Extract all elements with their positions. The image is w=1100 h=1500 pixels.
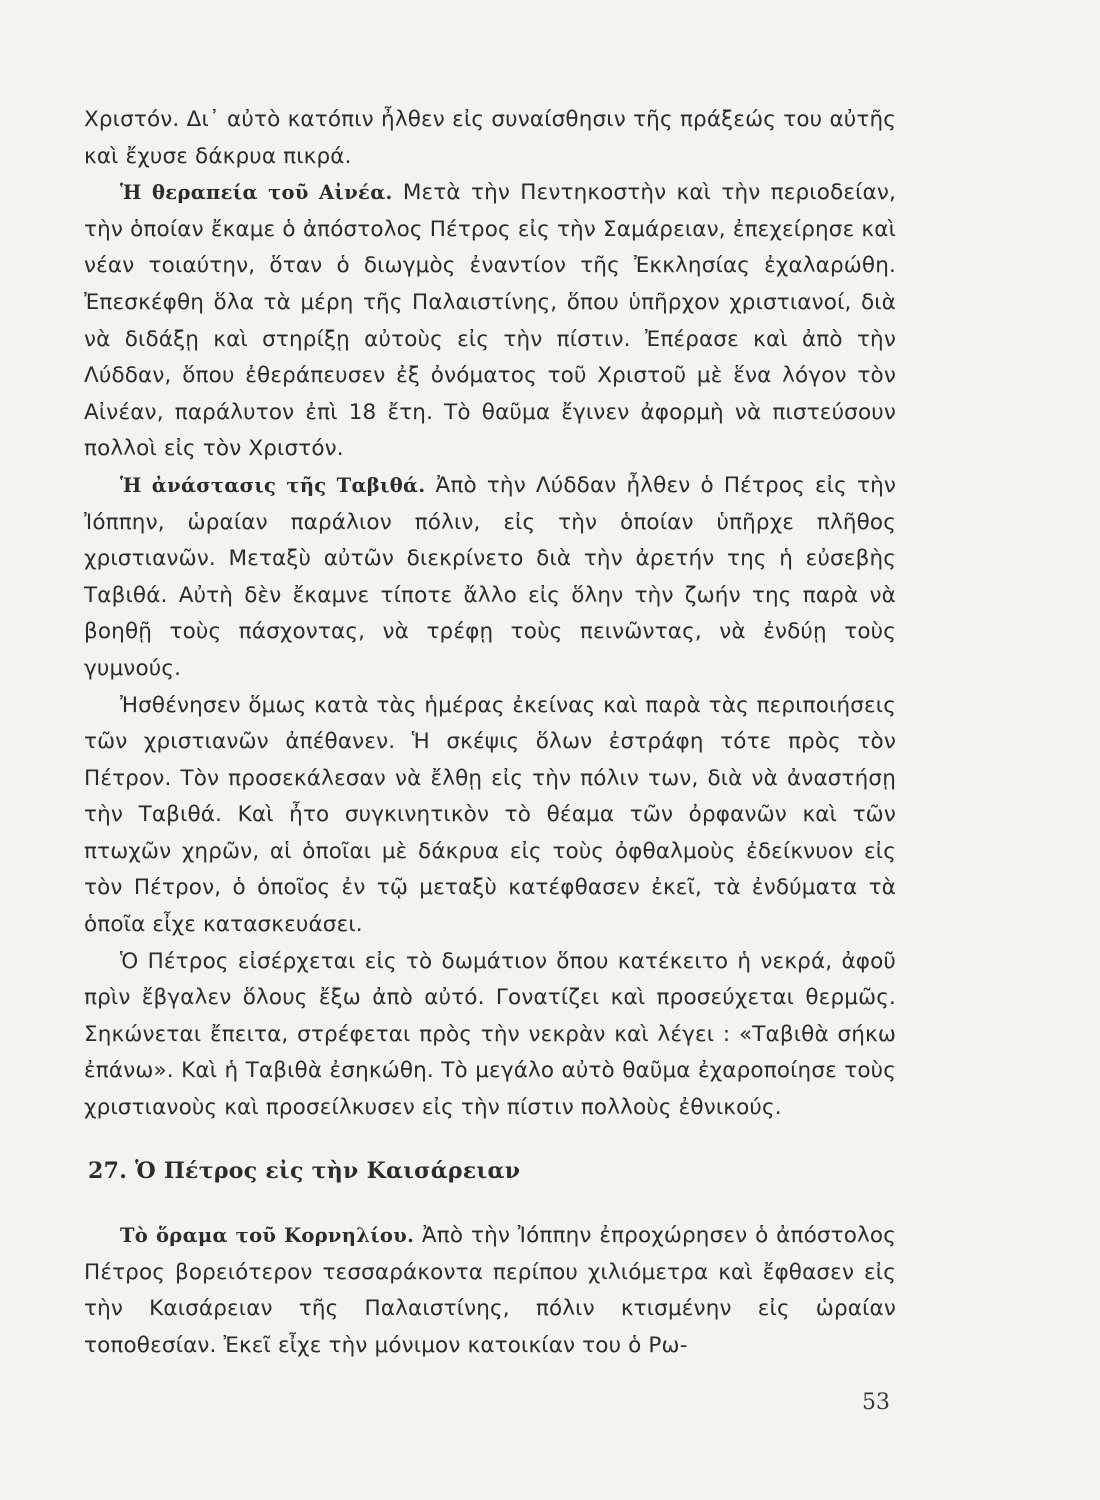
paragraph-resurrection-tabitha	[84, 468, 896, 688]
paragraph-continuation	[84, 102, 896, 175]
paragraph-text: Χριστόν. Δι᾽ αὐτὸ κατόπιν ἦλθεν εἰς συναίσθησιν τῆς πράξεώς του αὐτῆς καὶ ἔχυσε δάκρυα πικρά.	[84, 107, 896, 169]
paragraph-healing-aeneas	[84, 175, 896, 468]
section-body-text	[84, 1218, 896, 1364]
paragraph-cornelius-vision	[84, 1218, 896, 1364]
paragraph-tabitha-death	[84, 688, 896, 944]
paragraph-text: Ἀπὸ τὴν Λύδδαν ἦλθεν ὁ Πέτρος εἰς τὴν Ἰόππην, ὡραίαν παράλιον πόλιν, εἰς τὴν ὁποίαν ὑπῆρχε πλῆθος χριστιανῶν. Μεταξὺ αὐτῶν διεκρίνετο διὰ τὴν ἀρετήν της ἡ εὐσεβὴς Ταβιθά. Αὐτὴ δὲν ἔκαμνε τίποτε ἄλλο εἰς ὅλην τὴν ζωήν της παρὰ νὰ βοηθῇ τοὺς πάσχοντας, νὰ τρέφῃ τοὺς πεινῶντας, νὰ ἐνδύῃ τοὺς γυμνούς.	[84, 472, 897, 681]
paragraph-text: Ἀπὸ τὴν Ἰόππην ἐπροχώρησεν ὁ ἀπόστολος Πέτρος βορειότερον τεσσαράκοντα περίπου χιλιόμετρα καὶ ἔφθασεν εἰς τὴν Καισάρειαν τῆς Παλαιστίνης, πόλιν κτισμένην εἰς ὡραίαν τοποθεσίαν. Ἐκεῖ εἶχε τὴν μόνιμον κατοικίαν του ὁ Ρω-	[84, 1223, 896, 1358]
paragraph-text: Ὁ Πέτρος εἰσέρχεται εἰς τὸ δωμάτιον ὅπου κατέκειτο ἡ νεκρά, ἀφοῦ πρὶν ἔβγαλεν ὅλους ἔξω ἀπὸ αὐτό. Γονατίζει καὶ προσεύχεται θερμῶς. Σηκώνεται ἔπειτα, στρέφεται πρὸς τὴν νεκρὰν καὶ λέγει : «Ταβιθὰ σήκω ἐπάνω». Καὶ ἡ Ταβιθὰ ἐσηκώθη. Τὸ μεγάλο αὐτὸ θαῦμα ἐχαροποίησε τοὺς χριστιανοὺς καὶ προσείλκυσεν εἰς τὴν πίστιν πολλοὺς ἐθνικούς.	[84, 948, 896, 1121]
paragraph-tabitha-raised	[84, 944, 896, 1127]
run-in-heading: Ἡ θεραπεία τοῦ Αἰνέα.	[120, 181, 393, 205]
section-heading	[88, 1158, 520, 1184]
section-title: Ὁ Πέτρος εἰς τὴν Καισάρειαν	[127, 1158, 521, 1184]
run-in-heading: Τὸ ὅραμα τοῦ Κορνηλίου.	[120, 1224, 415, 1247]
run-in-heading: Ἡ ἀνάστασις τῆς Ταβιθά.	[120, 473, 426, 497]
page-number: 53	[862, 1390, 890, 1415]
section-number: 27.	[88, 1158, 128, 1184]
body-text	[84, 102, 896, 1127]
paragraph-text: Μετὰ τὴν Πεντηκοστὴν καὶ τὴν περιοδείαν, τὴν ὁποίαν ἔκαμε ὁ ἀπόστολος Πέτρος εἰς τὴν Σαμάρειαν, ἐπεχείρησε καὶ νέαν τοιαύτην, ὅταν ὁ διωγμὸς ἐναντίον τῆς Ἐκκλησίας ἐχαλαρώθη. Ἐπεσκέφθη ὅλα τὰ μέρη τῆς Παλαιστίνης, ὅπου ὑπῆρχον χριστιανοί, διὰ νὰ διδάξῃ καὶ στηρίξῃ αὐτοὺς εἰς τὴν πίστιν. Ἐπέρασε καὶ ἀπὸ τὴν Λύδδαν, ὅπου ἐθεράπευσεν ἐξ ὀνόματος τοῦ Χριστοῦ μὲ ἕνα λόγον τὸν Αἰνέαν, παράλυτον ἐπὶ 18 ἔτη. Τὸ θαῦμα ἔγινεν ἀφορμὴ νὰ πιστεύσουν πολλοὶ εἰς τὸν Χριστόν.	[84, 180, 896, 462]
paragraph-text: Ἠσθένησεν ὅμως κατὰ τὰς ἡμέρας ἐκείνας καὶ παρὰ τὰς περιποιήσεις τῶν χριστιανῶν ἀπέθανεν. Ἡ σκέψις ὅλων ἐστράφη τότε πρὸς τὸν Πέτρον. Τὸν προσεκάλεσαν νὰ ἔλθῃ εἰς τὴν πόλιν των, διὰ νὰ ἀναστήσῃ τὴν Ταβιθά. Καὶ ἦτο συγκινητικὸν τὸ θέαμα τῶν ὀρφανῶν καὶ τῶν πτωχῶν χηρῶν, αἱ ὁποῖαι μὲ δάκρυα εἰς τοὺς ὀφθαλμοὺς ἐδείκνυον εἰς τὸν Πέτρον, ὁ ὁποῖος ἐν τῷ μεταξὺ κατέφθασεν ἐκεῖ, τὰ ἐνδύματα τὰ ὁποῖα εἶχε κατασκευάσει.	[84, 692, 896, 938]
